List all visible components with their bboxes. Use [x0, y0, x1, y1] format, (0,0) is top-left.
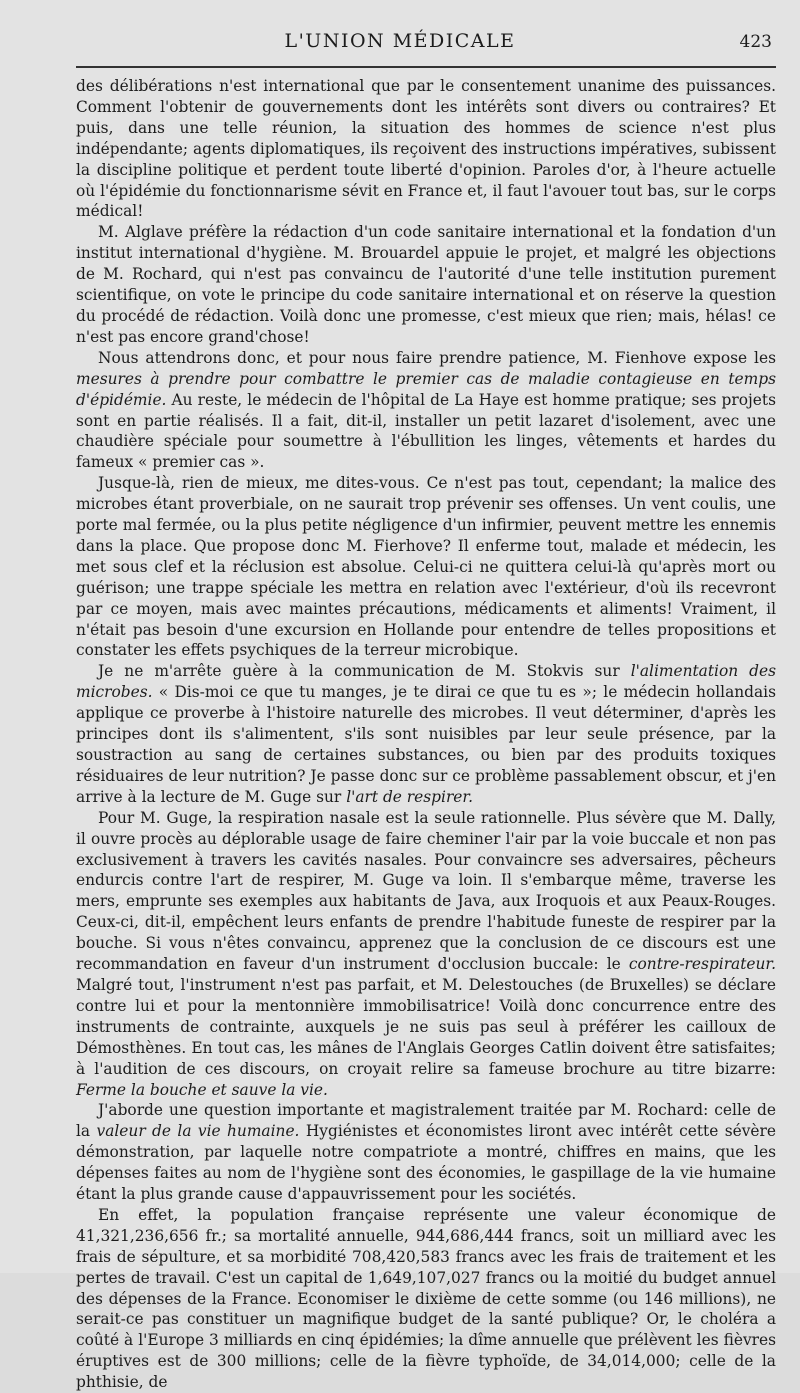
text-run: Malgré tout, l'instrument n'est pas parfait, et M. Delestouches (de Bruxelles) se déclare contre lui et pour la mentonnière immobilisatrice! Voilà donc concurrence entre des instruments de contrainte, auxquels je ne suis pas seul à préférer les cailloux de Démosthènes. En tout cas, les mânes de l'Anglais Georges Catlin doivent être satisfaites; à l'audition de ces discours, on croyait relire sa fameuse brochure au titre bizarre: — [76, 975, 776, 1078]
italic-text: Ferme la bouche et sauve la vie. — [76, 1080, 328, 1099]
text-run: J'aborde une question importante et magistralement traitée par M. Rochard: celle de la — [76, 1101, 776, 1141]
text-run: Jusque-là, rien de mieux, me dites-vous. Ce n'est pas tout, cependant; la malice des microbes étant proverbiale, on ne saurait trop prévenir ses offenses. Un vent coulis, une porte mal fermée, ou la plus petite négligence d'un infirmier, peuvent mettre les ennemis dans la place. Que propose donc M. Fierhove? Il enferme tout, malade et médecin, les met sous clef et la réclusion est absolue. Celui-ci ne quittera celui-là qu'après mort ou guérison; une trappe spéciale les mettra en relation avec l'extérieur, d'où ils recevront par ce moyen, mais avec maintes précautions, médicaments et aliments! Vraiment, il n'était pas besoin d'une excursion en Hollande pour entendre de telles propositions et constater les effets psychiques de la terreur microbique. — [76, 474, 776, 660]
text-run: M. Alglave préfère la rédaction d'un code sanitaire international et la fondation d'un institut international d'hygiène. M. Brouardel appuie le projet, et malgré les objections de M. Rochard, qui n'est pas convaincu de l'autorité d'une telle institution purement scientifique, on vote le principe du code sanitaire international et on réserve la question du procédé de rédaction. Voilà donc une promesse, c'est mieux que rien; mais, hélas! ce n'est pas encore grand'chose! — [76, 223, 776, 346]
text-run: « Dis-moi ce que tu manges, je te dirai ce que tu es »; le médecin hollandais applique ce proverbe à l'histoire naturelle des microbes. Il veut déterminer, d'après les principes dont ils s'alimentent, s'ils sont nuisibles par leur seule présence, par la soustraction au sang de certaines substances, ou bien par des produits toxiques résiduaires de leur nutrition? Je passe donc sur ce problème passablement obscur, et j'en arrive à la lecture de M. Guge sur — [76, 683, 776, 806]
italic-text: mesures à prendre pour combattre le premier cas de maladie contagieuse en temps d'épidémie. — [76, 369, 776, 409]
paragraph — [76, 473, 776, 661]
header-rule — [76, 66, 776, 68]
text-run: Nous attendrons donc, et pour nous faire prendre patience, M. Fienhove expose les — [98, 348, 776, 367]
italic-text: valeur de la vie humaine. — [96, 1122, 300, 1141]
text-run: En effet, la population française représente une valeur économique de 41,321,236,656 fr.; sa mortalité annuelle, 944,686,444 francs, soit un milliard avec les frais de sépulture, et sa morbidité 708,420,583 francs avec les frais de traitement et les pertes de travail. C'est un capital de 1,649,107,027 francs ou la moitié du budget annuel des dépenses de la France. Economiser le dixième de cette somme (ou 146 millions), ne serait-ce pas constituer un magnifique budget de la santé publique? Or, le choléra a coûté à l'Europe 3 milliards en cinq épidémies; la dîme annuelle que prélèvent les fièvres éruptives est de 300 millions; celle de la fièvre typhoïde, de 34,014,000; celle de la phthisie, de — [76, 1205, 776, 1392]
page-header — [0, 30, 800, 60]
text-run: Je ne m'arrête guère à la communication de M. Stokvis sur — [98, 662, 631, 681]
text-run: Hygiénistes et économistes liront avec intérêt cette sévère démonstration, par laquelle notre compatriote a montré, chiffres en mains, que les dépenses faites au nom de l'hygiène sont des économies, le gaspillage de la vie humaine étant la plus grande cause d'appauvrissement pour les sociétés. — [76, 1122, 776, 1204]
paragraph — [76, 222, 776, 347]
page-number: 423 — [739, 32, 772, 52]
text-run: Pour M. Guge, la respiration nasale est la seule rationnelle. Plus sévère que M. Dally, il ouvre procès au déplorable usage de faire cheminer l'air par la voie buccale et non pas exclusivement à travers les cavités nasales. Pour convaincre ses adversaires, pêcheurs endurcis contre l'art de respirer, M. Guge va loin. Il s'embarque même, traverse les mers, emprunte ses exemples aux habitants de Java, aux Iroquois et aux Peaux-Rouges. Ceux-ci, dit-il, empêchent leurs enfants de prendre l'habitude funeste de respirer par la bouche. Si vous n'êtes convaincu, apprenez que la conclusion de ce discours est une recommandation en faveur d'un instrument d'occlusion buccale: le — [76, 808, 776, 974]
paragraph — [76, 808, 776, 1101]
running-title: L'UNION MÉDICALE — [284, 30, 516, 52]
italic-text: l'art de respirer. — [346, 787, 473, 806]
text-run: Au reste, le médecin de l'hôpital de La Haye est homme pratique; ses projets sont en partie réalisés. Il a fait, dit-il, installer un petit lazaret d'isolement, avec une chaudière spéciale pour soumettre à l'ébullition les linges, vêtements et hardes du fameux « premier cas ». — [76, 390, 776, 472]
paragraph — [76, 1100, 776, 1205]
paragraph — [76, 1205, 776, 1393]
paragraph — [76, 661, 776, 807]
paragraph — [76, 76, 776, 222]
italic-text: contre-respirateur. — [628, 955, 776, 974]
text-run: des délibérations n'est international que par le consentement unanime des puissances. Comment l'obtenir de gouvernements dont les intérêts sont divers ou contraires? Et puis, dans une telle réunion, la situation des hommes de science n'est plus indépendante; agents diplomatiques, ils reçoivent des instructions impératives, subissent la discipline politique et perdent toute liberté d'opinion. Paroles d'or, à l'heure actuelle où l'épidémie du fonctionnarisme sévit en France et, il faut l'avouer tout bas, sur le corps médical! — [76, 77, 776, 221]
italic-text: l'alimentation des microbes. — [76, 662, 777, 702]
article-body — [76, 76, 776, 1393]
paragraph — [76, 348, 776, 473]
